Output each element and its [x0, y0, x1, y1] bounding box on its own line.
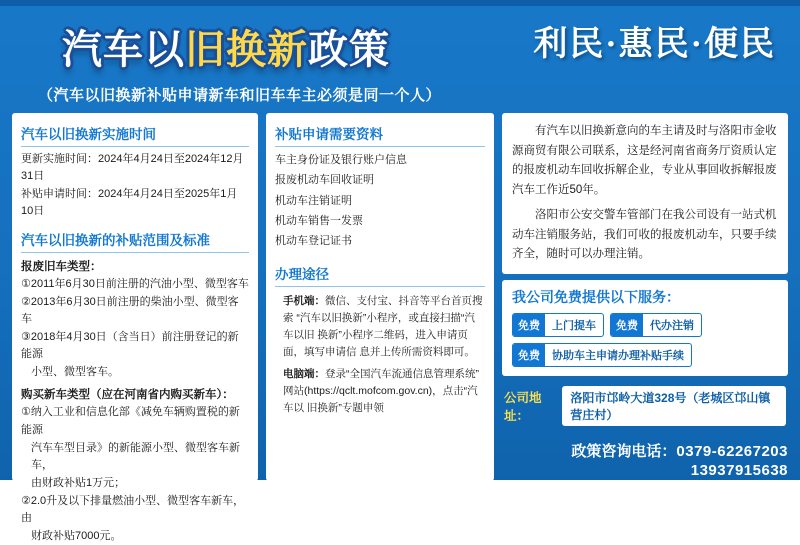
scrap-vehicle-label: 报废旧车类型： — [21, 261, 102, 274]
phone-number: 0379-62267203 — [676, 442, 788, 460]
list-item: 机动车销售一发票 — [275, 214, 363, 227]
page-title — [62, 18, 390, 75]
subtitle: （汽车以旧换新补贴申请新车和旧车车主必须是同一个人） — [38, 87, 442, 104]
company-address — [502, 382, 788, 430]
company-intro-paragraph: 洛阳市公安交警车管部门在我公司设有一站式机动车注销服务站，我们可收的报废机动车，只要手续齐全，随时可以办理注销。 — [512, 209, 777, 261]
service-chip-list — [512, 313, 778, 367]
content-columns — [12, 113, 788, 542]
company-intro — [502, 113, 788, 274]
page-title-highlight: 旧换新 — [185, 27, 308, 72]
section-title-subsidy-scope: 汽车以旧换新的补贴范围及标准 — [21, 229, 249, 253]
channel-mobile-label: 手机端： — [283, 295, 325, 308]
list-item: 机动车登记证书 — [275, 235, 352, 247]
page-title-part1: 汽车以 — [62, 27, 185, 72]
section-title-application-channels: 办理途径 — [275, 263, 485, 287]
phone-label: 政策咨询电话： — [571, 442, 677, 460]
service-chip — [610, 313, 702, 337]
list-item: 报废机动车回收证明 — [275, 174, 374, 187]
channel-pc-label: 电脑端： — [283, 368, 325, 381]
buy-item: 财政补贴7000元。 — [31, 529, 122, 542]
service-label: 协助车主申请办理补贴手续 — [552, 349, 684, 362]
page-title-part2: 政策 — [308, 27, 390, 72]
service-badge: 免费 — [611, 314, 643, 336]
free-services — [502, 280, 788, 376]
service-chip — [512, 343, 692, 367]
buy-item: ①纳入工业和信息化部《减免车辆购置税的新能源 — [21, 406, 240, 436]
service-label: 代办注销 — [650, 319, 694, 332]
required-documents-list — [275, 151, 485, 251]
company-intro-paragraph: 有汽车以旧换新意向的车主请及时与洛阳市金收源商贸有限公司联系，这是经河南省商务厅资质认定的报废机动车回收拆解企业，专业从事回收拆解报废汽车工作近50年。 — [512, 125, 777, 196]
service-badge: 免费 — [513, 344, 545, 366]
channel-pc-text: 登录“全国汽车流通信息管理系统” 网站(https://qclt.mofcom.gov.cn)，点击“汽车以 旧换新”专题申领 — [283, 368, 479, 415]
poster-header — [12, 10, 788, 82]
channel-pc — [275, 366, 485, 416]
phone-first-line — [502, 440, 788, 461]
application-time-line: 补贴申请时间：2024年4月24日至2025年1月10日 — [21, 188, 238, 218]
column-left — [12, 113, 258, 542]
implementation-time-line: 更新实施时间：2024年4月24日至2024年12月31日 — [21, 153, 244, 183]
buy-item: 由财政补贴1万元； — [31, 476, 126, 489]
slogan: 利民·惠民·便民 — [533, 26, 776, 63]
service-label: 上门提车 — [552, 319, 596, 332]
list-item: 车主身份证及银行账户信息 — [275, 154, 407, 166]
phone-number: 13937915638 — [690, 461, 788, 479]
phone-number: 18137766898 — [690, 482, 788, 500]
section-title-required-documents: 补贴申请需要资料 — [275, 123, 485, 147]
company-address-label: 公司地址： — [504, 390, 542, 423]
new-vehicle-label: 购买新车类型（应在河南省内购买新车）： — [21, 389, 234, 402]
scrap-item: 小型、微型客车。 — [31, 366, 119, 379]
service-chip — [512, 313, 604, 337]
channel-mobile-text: 微信、支付宝、抖音等平台首页搜索 “汽车以旧换新”小程序，或直接扫描“汽车以旧 换新”小程序二维码，进入申请页面，填写申请信 息并上传所需资料即可。 — [283, 295, 483, 358]
column-right — [502, 113, 788, 500]
service-badge: 免费 — [513, 314, 545, 336]
scrap-item: ②2013年6月30日前注册的柴油小型、微型客车 — [21, 296, 239, 326]
channel-mobile — [275, 293, 485, 360]
column-middle — [266, 113, 494, 481]
list-item: 机动车注销证明 — [275, 194, 352, 207]
contact-phones — [502, 440, 788, 502]
section-title-free-services: 我公司免费提供以下服务： — [512, 288, 680, 305]
buy-item: 汽车车型目录》的新能源小型、微型客车新车， — [31, 441, 240, 471]
scrap-item: ③2018年4月30日（含当日）前注册登记的新能源 — [21, 331, 239, 361]
section-title-implementation-time: 汽车以旧换新实施时间 — [21, 123, 249, 147]
company-address-value: 洛阳市邙岭大道328号（老城区邙山镇营庄村） — [562, 386, 786, 426]
buy-item: ②2.0升及以下排量燃油小型、微型客车新车，由 — [21, 494, 245, 524]
scrap-item: ①2011年6月30日前注册的汽油小型、微型客车 — [21, 278, 249, 291]
